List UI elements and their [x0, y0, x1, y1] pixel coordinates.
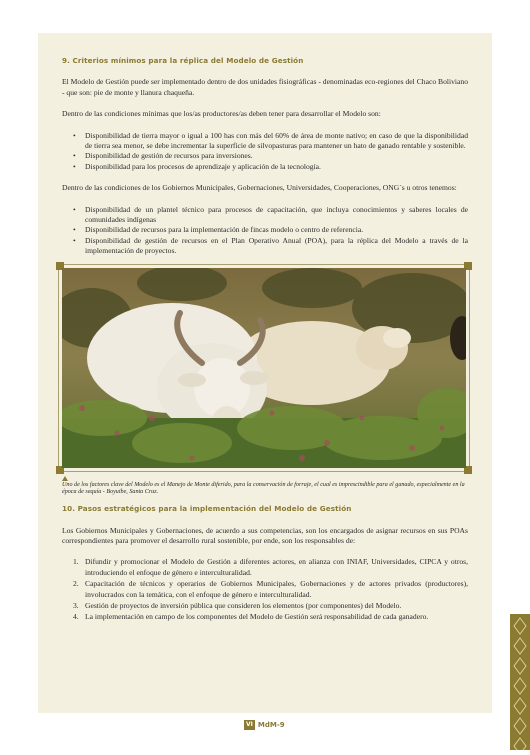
- list-item: [73, 557, 468, 578]
- section-10-title: 10. Pasos estratégicos para la implementación del Modelo de Gestión: [62, 504, 352, 514]
- list-item: • Disponibilidad de un plantel técnico para procesos de capacitación, que incluya conocimientos y saberes locales de comunidades indígenas: [85, 205, 468, 226]
- page-footer: [244, 719, 285, 731]
- step-text: Difundir y promocionar el Modelo de Gestión a diferentes actores, en alianza con INIAF, Universidades, CIPCA y otros, introduciendo el enfoque de género e interculturalidad.: [85, 557, 468, 577]
- page-number: MdM-9: [257, 721, 285, 729]
- photo-caption-block: [62, 476, 468, 496]
- chapter-badge: VI: [246, 721, 253, 728]
- institutions-lead: Dentro de las condiciones de los Gobiernos Municipales, Gobernaciones, Universidades, Cooperaciones, ONG´s u otros tenemos:: [62, 183, 457, 193]
- section-9-title: 9. Criterios mínimos para la réplica del Modelo de Gestión: [62, 56, 304, 65]
- list-item: • Disponibilidad de recursos para la implementación de fincas modelo o centro de referencia.: [85, 225, 468, 235]
- cattle-grazing-photo: [62, 268, 466, 468]
- section-9-intro: El Modelo de Gestión puede ser implementado dentro de dos unidades fisiográficas - denominadas eco-regiones del Chaco Boliviano - que son: pie de monte y llanura chaqueña.: [62, 77, 468, 97]
- step-text: La implementación en campo de los componentes del Modelo de Gestión será responsabilidad de cada ganadero.: [85, 612, 429, 622]
- triangle-marker-icon: [62, 476, 68, 481]
- document-body: [62, 56, 468, 624]
- step-text: Gestión de proyectos de inversión pública que consideren los elementos (por componentes) del Modelo.: [85, 600, 402, 610]
- step-number: 4.: [73, 612, 79, 622]
- step-number: 2.: [73, 579, 79, 589]
- producers-lead: Dentro de las condiciones mínimas que los/as productores/as deben tener para desarrollar el Modelo son:: [62, 109, 381, 119]
- producers-list: [62, 131, 468, 173]
- list-item: • Disponibilidad para los procesos de aprendizaje y aplicación de la tecnología.: [85, 162, 468, 172]
- list-item: • Disponibilidad de gestión de recursos para inversiones.: [85, 151, 468, 161]
- list-item: [73, 612, 468, 622]
- cattle-photo-frame: [62, 268, 466, 468]
- side-decoration: [510, 614, 530, 750]
- photo-caption: Uno de los factores clave del Modelo es el Manejo de Monte diferido, para la conservación de forraje, el cual es imprescindible para el ganado, especialmente en la época de sequía - Boyuibe, Santa Cruz.: [62, 481, 465, 495]
- list-item: [73, 579, 468, 600]
- section-10-intro: Los Gobiernos Municipales y Gobernaciones, de acuerdo a sus competencias, son los encargados de asignar recursos en sus POAs correspondientes para promover el desarrollo rural sostenible, por ende, son los responsables de:: [62, 525, 468, 545]
- step-text: Capacitación de técnicos y operarios de Gobiernos Municipales, Gobernaciones y de actores privados (productores), involucrados con la temática, con el enfoque de género e interculturalidad.: [85, 579, 468, 599]
- list-item: [73, 600, 468, 611]
- step-number: 3.: [73, 600, 79, 610]
- steps-list: [62, 557, 468, 622]
- step-number: 1.: [73, 557, 79, 567]
- institutions-list: [62, 205, 468, 257]
- diamond-pattern-icon: [510, 614, 530, 750]
- list-item: • Disponibilidad de tierra mayor o igual a 100 has con más del 60% de área de monte nativo; en caso de que la disponibilidad de tierra sea menor, se debe incrementar la superficie de silvopasturas para mantener un hato de ganado rentable y sostenible.: [85, 131, 468, 152]
- list-item: • Disponibilidad de gestión de recursos en el Plan Operativo Anual (POA), para la réplica del Modelo a través de la implementación de proyectos.: [85, 236, 468, 257]
